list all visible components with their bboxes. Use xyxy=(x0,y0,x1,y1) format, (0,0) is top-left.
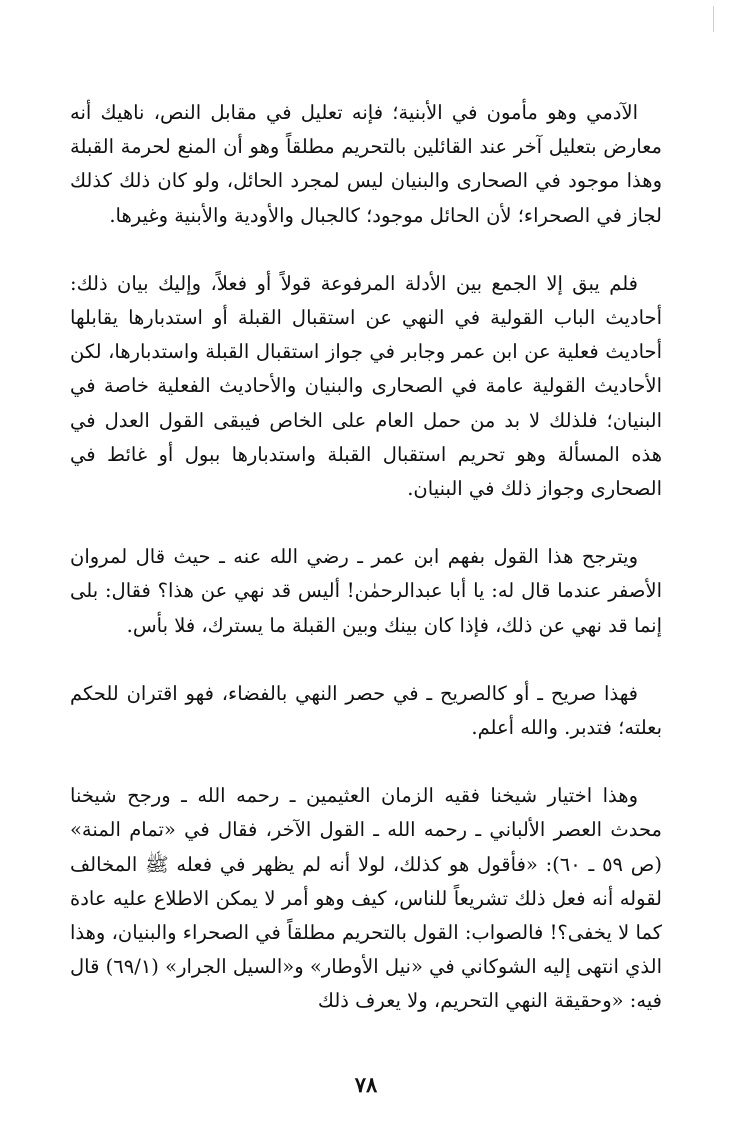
page-number: ٧٨ xyxy=(354,1072,378,1097)
paragraph-5: وهذا اختيار شيخنا فقيه الزمان العثيمين ـ رحمه الله ـ ورجح شيخنا محدث العصر الألباني ـ رحمه الله ـ القول الآخر، فقال في «تمام المنة» (ص ٥٩ ـ ٦٠): «فأقول هو كذلك، لولا أنه لم يظهر في فعله ﷺ المخالف لقوله أنه فعل ذلك تشريعاً للناس، كيف وهو أمر لا يمكن الاطلاع عليه عادة كما لا يخفى؟! فالصواب: القول بالتحريم مطلقاً في الصحراء والبنيان، وهذا الذي انتهى إليه الشوكاني في «نيل الأوطار» و«السيل الجرار» (٦٩/١) قال فيه: «وحقيقة النهي التحريم، ولا يعرف ذلك xyxy=(70,784,662,1013)
paragraph-3: ويترجح هذا القول بفهم ابن عمر ـ رضي الله عنه ـ حيث قال لمروان الأصفر عندما قال له: يا أبا عبدالرحمٰن! أليس قد نهي عن هذا؟ فقال: بلى إنما قد نهي عن ذلك، فإذا كان بينك وبين القبلة ما يسترك، فلا بأس. xyxy=(70,545,662,637)
paragraph-1: الآدمي وهو مأمون في الأبنية؛ فإنه تعليل في مقابل النص، ناهيك أنه معارض بتعليل آخر عند القائلين بالتحريم مطلقاً وهو أن المنع لحرمة القبلة وهذا موجود في الصحارى والبنيان ليس لمجرد الحائل، ولو كان ذلك كذلك لجاز في الصحراء؛ لأن الحائل موجود؛ كالجبال والأودية والأبنية وغيرها. xyxy=(70,101,662,227)
page-corner-mark xyxy=(713,6,726,32)
paragraph-4: فهذا صريح ـ أو كالصريح ـ في حصر النهي بالفضاء، فهو اقتران للحكم بعلته؛ فتدبر. والله أعلم. xyxy=(70,681,662,740)
body-text xyxy=(70,96,662,1019)
paragraph-2: فلم يبق إلا الجمع بين الأدلة المرفوعة قولاً أو فعلاً، وإليك بيان ذلك: أحاديث الباب القولية في النهي عن استقبال القبلة أو استدبارها يقابلها أحاديث فعلية عن ابن عمر وجابر في جواز استقبال القبلة واستدبارها، لكن الأحاديث القولية عامة في الصحارى والبنيان والأحاديث الفعلية خاصة في البنيان؛ فلذلك لا بد من حمل العام على الخاص فيبقى القول العدل في هذه المسألة وهو تحريم استقبال القبلة واستدبارها ببول أو غائط في الصحارى وجواز ذلك في البنيان. xyxy=(70,271,662,501)
